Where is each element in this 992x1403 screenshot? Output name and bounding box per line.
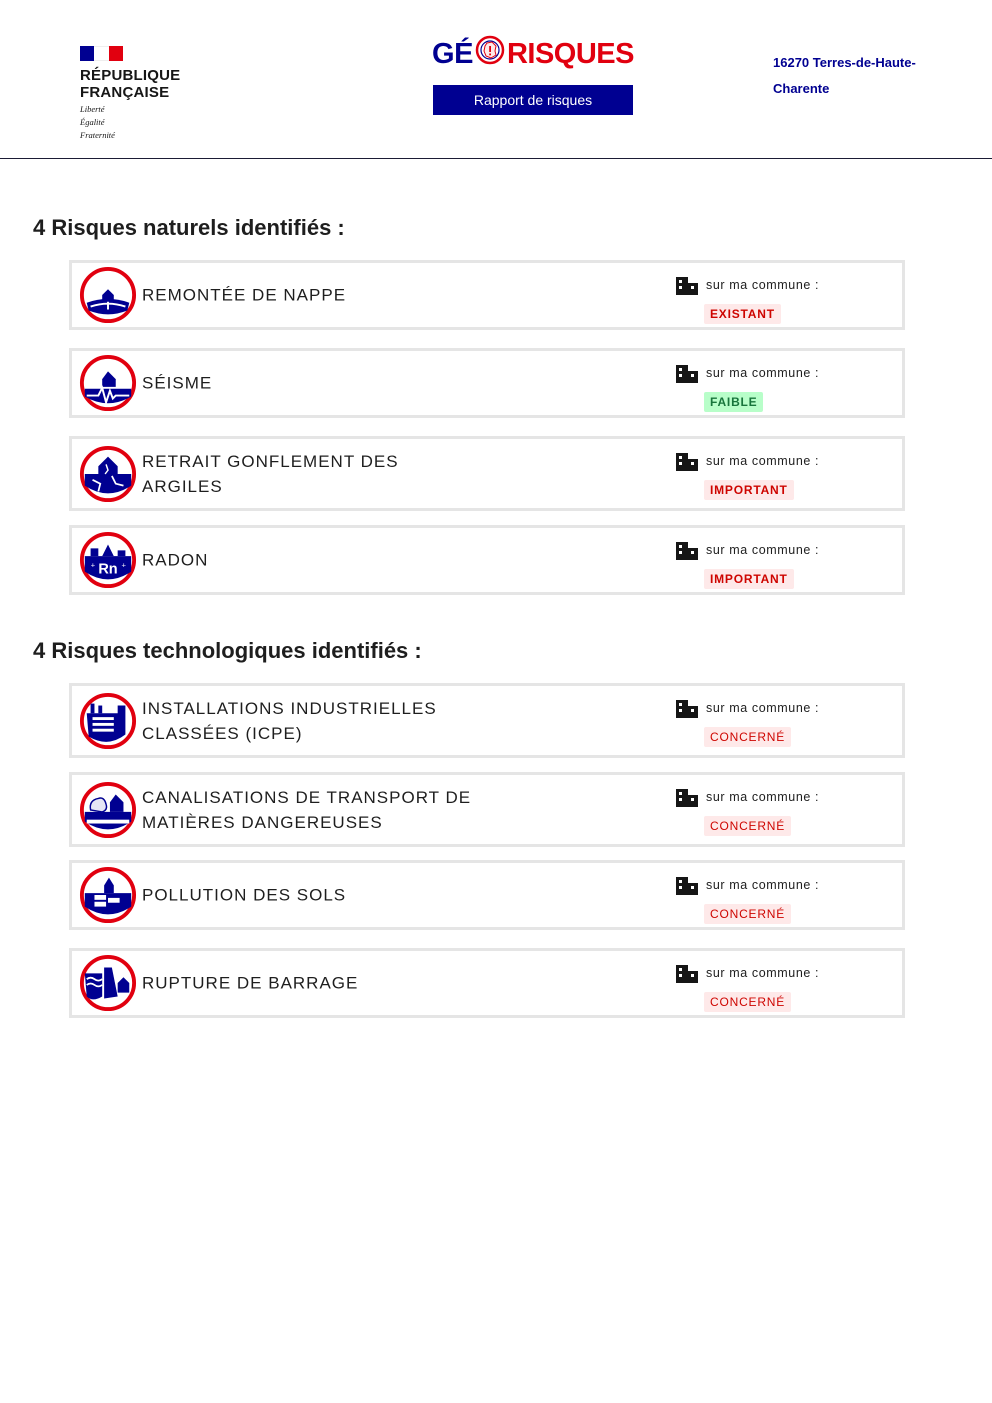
commune-label: sur ma commune :: [706, 278, 820, 292]
commune-label: sur ma commune :: [706, 790, 820, 804]
france-map-icon: [475, 35, 505, 73]
natural-risks-title: 4 Risques naturels identifiés :: [33, 215, 345, 240]
motto-egalite: Égalité: [80, 117, 105, 127]
risk-name: POLLUTION DES SOLS: [142, 885, 347, 905]
risk-card-icpe: [69, 683, 905, 758]
motto-liberte: Liberté: [80, 104, 105, 114]
motto-fraternite: Fraternité: [80, 130, 115, 140]
radon-icon: [79, 531, 137, 589]
risk-card-soil-pollution: [69, 860, 905, 930]
building-icon: [675, 364, 699, 384]
svg-text:Rn: Rn: [98, 561, 118, 578]
republic-line-1: RÉPUBLIQUE: [80, 67, 181, 84]
svg-text:+: +: [121, 560, 127, 570]
risk-card-groundwater: [69, 260, 905, 330]
building-icon: [675, 452, 699, 472]
risk-level-badge: EXISTANT: [704, 304, 781, 324]
risk-card-clay: [69, 436, 905, 511]
location-address: [773, 50, 943, 102]
clay-shrink-swell-icon: [79, 445, 137, 503]
risk-name: RADON: [142, 550, 209, 570]
risk-name: CANALISATIONS DE TRANSPORT DE MATIÈRES DANGEREUSES: [142, 787, 472, 832]
building-icon: [675, 788, 699, 808]
republique-francaise-logo: [80, 46, 190, 140]
commune-label: sur ma commune :: [706, 366, 820, 380]
risk-level-badge: CONCERNÉ: [704, 904, 791, 924]
risk-level-badge: IMPORTANT: [704, 569, 794, 589]
location-line-2: Charente: [773, 81, 830, 96]
technological-risks-title: 4 Risques technologiques identifiés :: [33, 638, 422, 663]
svg-text:+: +: [90, 560, 96, 570]
location-line-1: 16270 Terres-de-Haute-: [773, 55, 916, 70]
tricolor-flag-icon: [80, 46, 123, 61]
risk-name: REMONTÉE DE NAPPE: [142, 285, 347, 305]
risk-card-pipeline: [69, 772, 905, 847]
risk-name: SÉISME: [142, 373, 213, 393]
commune-label: sur ma commune :: [706, 966, 820, 980]
industrial-plant-icon: [79, 692, 137, 750]
republic-line-2: FRANÇAISE: [80, 84, 170, 101]
commune-label: sur ma commune :: [706, 701, 820, 715]
pipeline-icon: [79, 781, 137, 839]
earthquake-icon: [79, 354, 137, 412]
report-type-banner: Rapport de risques: [433, 85, 633, 115]
risk-card-dam-break: [69, 948, 905, 1018]
risk-card-radon: [69, 525, 905, 595]
risk-name: RETRAIT GONFLEMENT DES ARGILES: [142, 451, 399, 496]
risk-level-badge: CONCERNÉ: [704, 727, 791, 747]
building-icon: [675, 876, 699, 896]
georisques-logo: [433, 36, 633, 72]
groundwater-rise-icon: [79, 266, 137, 324]
building-icon: [675, 541, 699, 561]
logo-risques: RISQUES: [506, 37, 634, 70]
georisques-brand: [433, 36, 633, 115]
risk-name: RUPTURE DE BARRAGE: [142, 973, 359, 993]
risk-level-badge: IMPORTANT: [704, 480, 794, 500]
commune-label: sur ma commune :: [706, 543, 820, 557]
dam-break-icon: [79, 954, 137, 1012]
risk-level-badge: FAIBLE: [704, 392, 763, 412]
risk-name: INSTALLATIONS INDUSTRIELLES CLASSÉES (ICPE): [142, 698, 437, 743]
report-header: [0, 0, 992, 159]
logo-ge: GÉ: [432, 37, 473, 70]
risk-level-badge: CONCERNÉ: [704, 992, 791, 1012]
commune-label: sur ma commune :: [706, 454, 820, 468]
soil-pollution-icon: [79, 866, 137, 924]
risk-level-badge: CONCERNÉ: [704, 816, 791, 836]
building-icon: [675, 964, 699, 984]
building-icon: [675, 699, 699, 719]
commune-label: sur ma commune :: [706, 878, 820, 892]
building-icon: [675, 276, 699, 296]
risk-card-earthquake: [69, 348, 905, 418]
